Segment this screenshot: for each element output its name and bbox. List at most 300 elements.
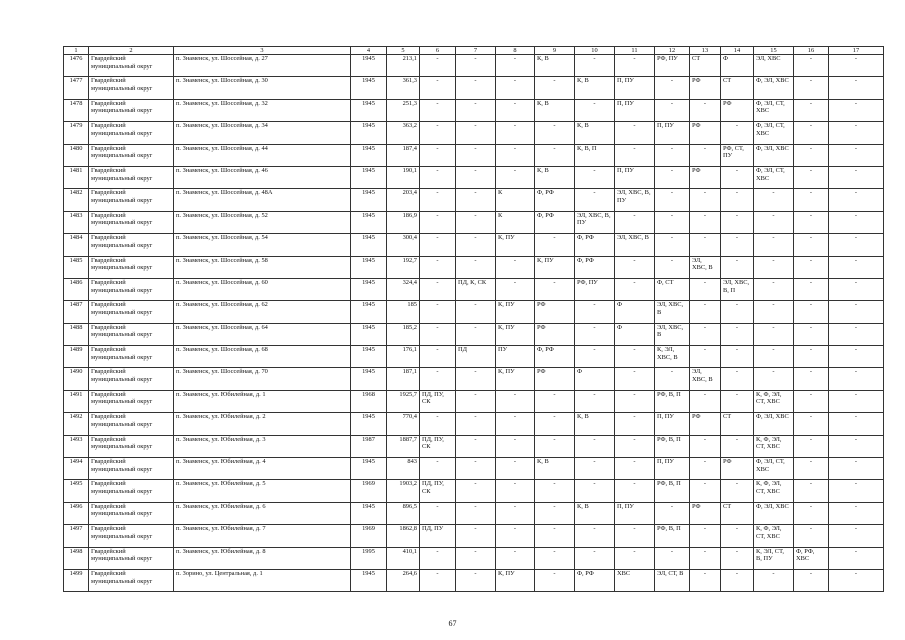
table-cell-col-1: 1477 xyxy=(64,77,89,99)
table-cell-col-10: - xyxy=(575,547,615,569)
table-cell-col-13: - xyxy=(690,547,721,569)
table-row xyxy=(64,166,884,188)
table-cell-col-6: - xyxy=(420,55,456,77)
table-cell-col-9: - xyxy=(535,502,575,524)
table-cell-col-8: - xyxy=(496,278,535,300)
table-cell-col-4: 1945 xyxy=(351,256,387,278)
table-cell-col-16: - xyxy=(794,122,829,144)
table-cell-col-5: 187,4 xyxy=(387,144,420,166)
table-cell-col-2: Гвардейский муниципальный округ xyxy=(89,435,174,457)
table-cell-col-14: РФ xyxy=(721,99,754,121)
table-row xyxy=(64,435,884,457)
table-cell-col-6: ПД, ПУ, СК xyxy=(420,480,456,502)
table-cell-col-4: 1945 xyxy=(351,458,387,480)
table-cell-col-5: 186,9 xyxy=(387,211,420,233)
table-cell-col-5: 363,2 xyxy=(387,122,420,144)
table-cell-col-4: 1945 xyxy=(351,301,387,323)
table-cell-col-6: - xyxy=(420,547,456,569)
table-cell-col-2: Гвардейский муниципальный округ xyxy=(89,547,174,569)
table-cell-col-13: - xyxy=(690,346,721,368)
table-cell-col-3: п. Знаменск, ул. Шоссейная, д. 68 xyxy=(174,346,351,368)
table-cell-col-6: - xyxy=(420,413,456,435)
table-cell-col-3: п. Знаменск, ул. Юбилейная, д. 4 xyxy=(174,458,351,480)
table-cell-col-11: - xyxy=(615,122,655,144)
table-cell-col-14: Ф xyxy=(721,55,754,77)
table-cell-col-12: - xyxy=(655,166,690,188)
table-cell-col-6: - xyxy=(420,144,456,166)
table-cell-col-3: п. Знаменск, ул. Шоссейная, д. 60 xyxy=(174,278,351,300)
table-cell-col-8: - xyxy=(496,547,535,569)
table-cell-col-9: Ф, РФ xyxy=(535,346,575,368)
table-cell-col-8: ПУ xyxy=(496,346,535,368)
table-cell-col-12: РФ, В, П xyxy=(655,525,690,547)
table-cell-col-12: - xyxy=(655,99,690,121)
table-cell-col-6: - xyxy=(420,77,456,99)
table-cell-col-1: 1487 xyxy=(64,301,89,323)
table-cell-col-16: - xyxy=(794,480,829,502)
table-cell-col-7: - xyxy=(456,323,496,345)
table-cell-col-14: СТ xyxy=(721,77,754,99)
table-cell-col-2: Гвардейский муниципальный округ xyxy=(89,256,174,278)
table-cell-col-10: Ф, РФ xyxy=(575,234,615,256)
table-row xyxy=(64,390,884,412)
data-table xyxy=(63,46,884,592)
table-cell-col-13: - xyxy=(690,234,721,256)
table-cell-col-2: Гвардейский муниципальный округ xyxy=(89,55,174,77)
table-cell-col-11: - xyxy=(615,211,655,233)
table-cell-col-1: 1476 xyxy=(64,55,89,77)
table-cell-col-17: - xyxy=(829,166,884,188)
table-cell-col-10: К, В xyxy=(575,77,615,99)
table-cell-col-3: п. Знаменск, ул. Юбилейная, д. 3 xyxy=(174,435,351,457)
column-header-16: 16 xyxy=(794,47,829,55)
table-cell-col-13: - xyxy=(690,99,721,121)
table-cell-col-5: 185 xyxy=(387,301,420,323)
table-cell-col-13: РФ xyxy=(690,77,721,99)
table-cell-col-3: п. Знаменск, ул. Юбилейная, д. 6 xyxy=(174,502,351,524)
table-cell-col-17: - xyxy=(829,368,884,390)
table-cell-col-2: Гвардейский муниципальный округ xyxy=(89,502,174,524)
table-cell-col-12: - xyxy=(655,368,690,390)
column-header-9: 9 xyxy=(535,47,575,55)
table-cell-col-3: п. Знаменск, ул. Шоссейная, д. 44 xyxy=(174,144,351,166)
table-cell-col-13: - xyxy=(690,301,721,323)
table-cell-col-7: - xyxy=(456,301,496,323)
table-cell-col-12: ЭЛ, ХВС, В xyxy=(655,323,690,345)
table-cell-col-9: К, В xyxy=(535,166,575,188)
table-cell-col-4: 1945 xyxy=(351,189,387,211)
table-row xyxy=(64,368,884,390)
table-cell-col-14: - xyxy=(721,256,754,278)
table-cell-col-6: ПД, ПУ xyxy=(420,525,456,547)
table-cell-col-11: - xyxy=(615,547,655,569)
table-cell-col-15: - xyxy=(754,323,794,345)
table-cell-col-7: - xyxy=(456,99,496,121)
table-cell-col-13: - xyxy=(690,480,721,502)
table-cell-col-5: 1903,2 xyxy=(387,480,420,502)
table-cell-col-11: ЭЛ, ХВС, В xyxy=(615,234,655,256)
table-cell-col-11: П, ПУ xyxy=(615,502,655,524)
table-cell-col-10: - xyxy=(575,55,615,77)
table-cell-col-14: - xyxy=(721,234,754,256)
table-cell-col-15: Ф, ЭЛ, СТ, ХВС xyxy=(754,166,794,188)
table-cell-col-16: - xyxy=(794,368,829,390)
table-cell-col-8: - xyxy=(496,256,535,278)
table-cell-col-9: - xyxy=(535,547,575,569)
table-cell-col-13: - xyxy=(690,323,721,345)
table-cell-col-9: - xyxy=(535,122,575,144)
table-cell-col-8: - xyxy=(496,480,535,502)
table-cell-col-8: К, ПУ xyxy=(496,323,535,345)
table-cell-col-7: - xyxy=(456,256,496,278)
table-cell-col-4: 1945 xyxy=(351,278,387,300)
table-cell-col-3: п. Знаменск, ул. Юбилейная, д. 2 xyxy=(174,413,351,435)
table-cell-col-9: - xyxy=(535,390,575,412)
table-cell-col-1: 1481 xyxy=(64,166,89,188)
table-cell-col-11: ЭЛ, ХВС, В, ПУ xyxy=(615,189,655,211)
table-cell-col-5: 187,1 xyxy=(387,368,420,390)
table-cell-col-6: - xyxy=(420,166,456,188)
table-cell-col-14: РФ xyxy=(721,458,754,480)
table-cell-col-6: - xyxy=(420,458,456,480)
table-cell-col-10: - xyxy=(575,458,615,480)
table-cell-col-11: Ф xyxy=(615,323,655,345)
table-cell-col-14: - xyxy=(721,390,754,412)
table-cell-col-5: 770,4 xyxy=(387,413,420,435)
table-cell-col-17: - xyxy=(829,480,884,502)
table-cell-col-9: К, В xyxy=(535,458,575,480)
table-cell-col-12: Ф, СТ xyxy=(655,278,690,300)
table-cell-col-1: 1495 xyxy=(64,480,89,502)
table-cell-col-13: - xyxy=(690,211,721,233)
table-cell-col-12: - xyxy=(655,144,690,166)
table-cell-col-15: Ф, ЭЛ, ХВС xyxy=(754,77,794,99)
table-cell-col-9: - xyxy=(535,480,575,502)
table-cell-col-1: 1491 xyxy=(64,390,89,412)
table-cell-col-11: - xyxy=(615,458,655,480)
table-cell-col-3: п. Знаменск, ул. Шоссейная, д. 70 xyxy=(174,368,351,390)
table-cell-col-16: - xyxy=(794,256,829,278)
table-cell-col-16: - xyxy=(794,390,829,412)
table-cell-col-2: Гвардейский муниципальный округ xyxy=(89,166,174,188)
table-cell-col-7: - xyxy=(456,77,496,99)
column-header-10: 10 xyxy=(575,47,615,55)
table-cell-col-15: - xyxy=(754,211,794,233)
table-cell-col-3: п. Знаменск, ул. Шоссейная, д. 46 xyxy=(174,166,351,188)
table-cell-col-16: - xyxy=(794,301,829,323)
table-cell-col-17: - xyxy=(829,346,884,368)
table-cell-col-14: ЭЛ, ХВС, В, П xyxy=(721,278,754,300)
table-cell-col-1: 1492 xyxy=(64,413,89,435)
table-cell-col-6: - xyxy=(420,346,456,368)
table-cell-col-10: К, В xyxy=(575,122,615,144)
table-cell-col-8: - xyxy=(496,435,535,457)
table-cell-col-3: п. Знаменск, ул. Шоссейная, д. 62 xyxy=(174,301,351,323)
table-cell-col-14: - xyxy=(721,323,754,345)
table-cell-col-9: - xyxy=(535,435,575,457)
table-cell-col-12: ЭЛ, СТ, В xyxy=(655,569,690,591)
table-cell-col-10: - xyxy=(575,99,615,121)
table-cell-col-5: 1887,7 xyxy=(387,435,420,457)
table-cell-col-12: РФ, В, П xyxy=(655,435,690,457)
table-cell-col-13: - xyxy=(690,435,721,457)
table-cell-col-17: - xyxy=(829,99,884,121)
table-cell-col-7: - xyxy=(456,211,496,233)
table-cell-col-8: - xyxy=(496,144,535,166)
table-cell-col-2: Гвардейский муниципальный округ xyxy=(89,390,174,412)
table-cell-col-2: Гвардейский муниципальный округ xyxy=(89,323,174,345)
table-cell-col-11: - xyxy=(615,480,655,502)
table-cell-col-12: П, ПУ xyxy=(655,458,690,480)
table-cell-col-15: Ф, ЭЛ, ХВС xyxy=(754,502,794,524)
table-cell-col-9: - xyxy=(535,413,575,435)
table-cell-col-9: РФ xyxy=(535,301,575,323)
table-cell-col-4: 1969 xyxy=(351,480,387,502)
table-cell-col-15: - xyxy=(754,256,794,278)
table-cell-col-14: - xyxy=(721,480,754,502)
table-cell-col-6: ПД, ПУ, СК xyxy=(420,390,456,412)
table-row xyxy=(64,569,884,591)
table-cell-col-15: ЭЛ, ХВС xyxy=(754,55,794,77)
table-cell-col-10: - xyxy=(575,301,615,323)
table-cell-col-13: ЭЛ, ХВС, В xyxy=(690,368,721,390)
table-cell-col-16: - xyxy=(794,189,829,211)
table-cell-col-1: 1485 xyxy=(64,256,89,278)
table-cell-col-11: - xyxy=(615,144,655,166)
table-cell-col-16: - xyxy=(794,413,829,435)
column-header-13: 13 xyxy=(690,47,721,55)
table-cell-col-4: 1968 xyxy=(351,390,387,412)
table-cell-col-2: Гвардейский муниципальный округ xyxy=(89,122,174,144)
table-cell-col-12: РФ, В, П xyxy=(655,390,690,412)
table-cell-col-4: 1945 xyxy=(351,569,387,591)
table-row xyxy=(64,99,884,121)
table-cell-col-14: РФ, СТ, ПУ xyxy=(721,144,754,166)
table-cell-col-13: - xyxy=(690,390,721,412)
table-cell-col-14: - xyxy=(721,547,754,569)
table-cell-col-7: - xyxy=(456,234,496,256)
table-cell-col-4: 1969 xyxy=(351,525,387,547)
table-cell-col-15: - xyxy=(754,234,794,256)
table-cell-col-15: К, Ф, ЭЛ, СТ, ХВС xyxy=(754,435,794,457)
table-cell-col-1: 1497 xyxy=(64,525,89,547)
table-cell-col-16: - xyxy=(794,234,829,256)
column-header-8: 8 xyxy=(496,47,535,55)
table-cell-col-6: - xyxy=(420,234,456,256)
table-cell-col-15: Ф, ЭЛ, СТ, ХВС xyxy=(754,99,794,121)
table-cell-col-6: - xyxy=(420,278,456,300)
table-cell-col-16: - xyxy=(794,211,829,233)
table-cell-col-7: - xyxy=(456,122,496,144)
table-row xyxy=(64,189,884,211)
table-cell-col-1: 1483 xyxy=(64,211,89,233)
table-cell-col-13: РФ xyxy=(690,122,721,144)
table-cell-col-12: - xyxy=(655,502,690,524)
table-cell-col-14: - xyxy=(721,122,754,144)
table-cell-col-1: 1488 xyxy=(64,323,89,345)
table-cell-col-3: п. Знаменск, ул. Юбилейная, д. 1 xyxy=(174,390,351,412)
table-cell-col-5: 324,4 xyxy=(387,278,420,300)
table-cell-col-3: п. Знаменск, ул. Юбилейная, д. 5 xyxy=(174,480,351,502)
table-cell-col-5: 300,4 xyxy=(387,234,420,256)
table-cell-col-9: К, ПУ xyxy=(535,256,575,278)
table-cell-col-14: - xyxy=(721,525,754,547)
table-cell-col-1: 1486 xyxy=(64,278,89,300)
table-cell-col-11: - xyxy=(615,256,655,278)
table-cell-col-1: 1484 xyxy=(64,234,89,256)
table-cell-col-8: - xyxy=(496,77,535,99)
table-cell-col-10: К, В, П xyxy=(575,144,615,166)
table-cell-col-2: Гвардейский муниципальный округ xyxy=(89,368,174,390)
table-row xyxy=(64,211,884,233)
column-header-7: 7 xyxy=(456,47,496,55)
table-cell-col-3: п. Знаменск, ул. Шоссейная, д. 64 xyxy=(174,323,351,345)
table-cell-col-9: РФ xyxy=(535,323,575,345)
table-cell-col-15: Ф, ЭЛ, СТ, ХВС xyxy=(754,458,794,480)
table-cell-col-12: РФ, ПУ xyxy=(655,55,690,77)
table-cell-col-14: - xyxy=(721,435,754,457)
table-cell-col-2: Гвардейский муниципальный округ xyxy=(89,189,174,211)
table-cell-col-17: - xyxy=(829,144,884,166)
table-cell-col-1: 1479 xyxy=(64,122,89,144)
column-header-11: 11 xyxy=(615,47,655,55)
table-cell-col-14: - xyxy=(721,301,754,323)
table-cell-col-15: Ф, ЭЛ, ХВС xyxy=(754,413,794,435)
table-cell-col-13: - xyxy=(690,569,721,591)
table-cell-col-13: - xyxy=(690,144,721,166)
header-row xyxy=(64,47,884,55)
table-cell-col-13: ЭЛ, ХВС, В xyxy=(690,256,721,278)
table-cell-col-16: - xyxy=(794,502,829,524)
table-cell-col-17: - xyxy=(829,234,884,256)
table-cell-col-1: 1496 xyxy=(64,502,89,524)
table-cell-col-12: П, ПУ xyxy=(655,122,690,144)
table-cell-col-2: Гвардейский муниципальный округ xyxy=(89,301,174,323)
table-cell-col-11: Ф xyxy=(615,301,655,323)
table-cell-col-17: - xyxy=(829,189,884,211)
table-cell-col-8: К, ПУ xyxy=(496,234,535,256)
table-cell-col-4: 1945 xyxy=(351,211,387,233)
table-cell-col-2: Гвардейский муниципальный округ xyxy=(89,413,174,435)
table-row xyxy=(64,525,884,547)
table-cell-col-16: - xyxy=(794,525,829,547)
table-cell-col-7: - xyxy=(456,525,496,547)
table-cell-col-4: 1945 xyxy=(351,346,387,368)
table-cell-col-11: - xyxy=(615,368,655,390)
table-cell-col-4: 1945 xyxy=(351,502,387,524)
table-cell-col-5: 251,3 xyxy=(387,99,420,121)
table-cell-col-4: 1995 xyxy=(351,547,387,569)
table-cell-col-17: - xyxy=(829,211,884,233)
table-cell-col-16: Ф, РФ, ХВС xyxy=(794,547,829,569)
table-cell-col-5: 361,3 xyxy=(387,77,420,99)
table-cell-col-4: 1987 xyxy=(351,435,387,457)
table-cell-col-2: Гвардейский муниципальный округ xyxy=(89,99,174,121)
table-cell-col-15: - xyxy=(754,346,794,368)
table-cell-col-6: ПД, ПУ, СК xyxy=(420,435,456,457)
column-header-5: 5 xyxy=(387,47,420,55)
table-cell-col-14: - xyxy=(721,189,754,211)
table-cell-col-17: - xyxy=(829,122,884,144)
table-cell-col-11: - xyxy=(615,346,655,368)
table-row xyxy=(64,256,884,278)
table-cell-col-7: - xyxy=(456,502,496,524)
table-cell-col-9: - xyxy=(535,144,575,166)
table-cell-col-2: Гвардейский муниципальный округ xyxy=(89,211,174,233)
table-cell-col-6: - xyxy=(420,189,456,211)
table-row xyxy=(64,144,884,166)
table-cell-col-15: Ф, ЭЛ, СТ, ХВС xyxy=(754,122,794,144)
table-cell-col-15: - xyxy=(754,368,794,390)
table-cell-col-17: - xyxy=(829,301,884,323)
table-cell-col-9: К, В xyxy=(535,99,575,121)
table-cell-col-1: 1499 xyxy=(64,569,89,591)
table-row xyxy=(64,77,884,99)
table-cell-col-1: 1490 xyxy=(64,368,89,390)
table-cell-col-16: - xyxy=(794,323,829,345)
table-cell-col-2: Гвардейский муниципальный округ xyxy=(89,346,174,368)
column-header-14: 14 xyxy=(721,47,754,55)
table-cell-col-8: - xyxy=(496,55,535,77)
table-cell-col-5: 410,1 xyxy=(387,547,420,569)
table-cell-col-16: - xyxy=(794,346,829,368)
table-cell-col-17: - xyxy=(829,256,884,278)
column-header-2: 2 xyxy=(89,47,174,55)
table-cell-col-6: - xyxy=(420,301,456,323)
table-cell-col-12: - xyxy=(655,211,690,233)
table-cell-col-15: К, Ф, ЭЛ, СТ, ХВС xyxy=(754,480,794,502)
table-cell-col-6: - xyxy=(420,256,456,278)
table-cell-col-3: п. Зорино, ул. Центральная, д. 1 xyxy=(174,569,351,591)
table-cell-col-16: - xyxy=(794,166,829,188)
table-cell-col-10: - xyxy=(575,480,615,502)
table-cell-col-15: К, ЭЛ, СТ, В, ПУ xyxy=(754,547,794,569)
table-cell-col-10: Ф, РФ xyxy=(575,569,615,591)
table-cell-col-17: - xyxy=(829,458,884,480)
table-cell-col-17: - xyxy=(829,77,884,99)
table-cell-col-6: - xyxy=(420,211,456,233)
table-cell-col-3: п. Знаменск, ул. Шоссейная, д. 58 xyxy=(174,256,351,278)
table-cell-col-12: К, ЭЛ, ХВС, В xyxy=(655,346,690,368)
table-cell-col-9: - xyxy=(535,525,575,547)
table-cell-col-4: 1945 xyxy=(351,55,387,77)
table-cell-col-4: 1945 xyxy=(351,99,387,121)
table-body xyxy=(64,55,884,592)
table-cell-col-12: - xyxy=(655,547,690,569)
table-cell-col-9: Ф, РФ xyxy=(535,211,575,233)
table-cell-col-2: Гвардейский муниципальный округ xyxy=(89,77,174,99)
table-cell-col-16: - xyxy=(794,458,829,480)
table-cell-col-8: - xyxy=(496,122,535,144)
table-cell-col-10: - xyxy=(575,166,615,188)
table-cell-col-7: - xyxy=(456,547,496,569)
table-cell-col-14: СТ xyxy=(721,502,754,524)
table-cell-col-12: - xyxy=(655,189,690,211)
table-cell-col-5: 896,5 xyxy=(387,502,420,524)
table-cell-col-4: 1945 xyxy=(351,368,387,390)
table-cell-col-9: - xyxy=(535,278,575,300)
table-cell-col-2: Гвардейский муниципальный округ xyxy=(89,234,174,256)
table-cell-col-17: - xyxy=(829,413,884,435)
column-header-4: 4 xyxy=(351,47,387,55)
table-cell-col-11: - xyxy=(615,278,655,300)
table-cell-col-16: - xyxy=(794,55,829,77)
page-number: 67 xyxy=(448,619,457,628)
table-cell-col-13: - xyxy=(690,278,721,300)
table-cell-col-10: ЭЛ, ХВС, В, ПУ xyxy=(575,211,615,233)
table-row xyxy=(64,502,884,524)
table-cell-col-8: К, ПУ xyxy=(496,368,535,390)
